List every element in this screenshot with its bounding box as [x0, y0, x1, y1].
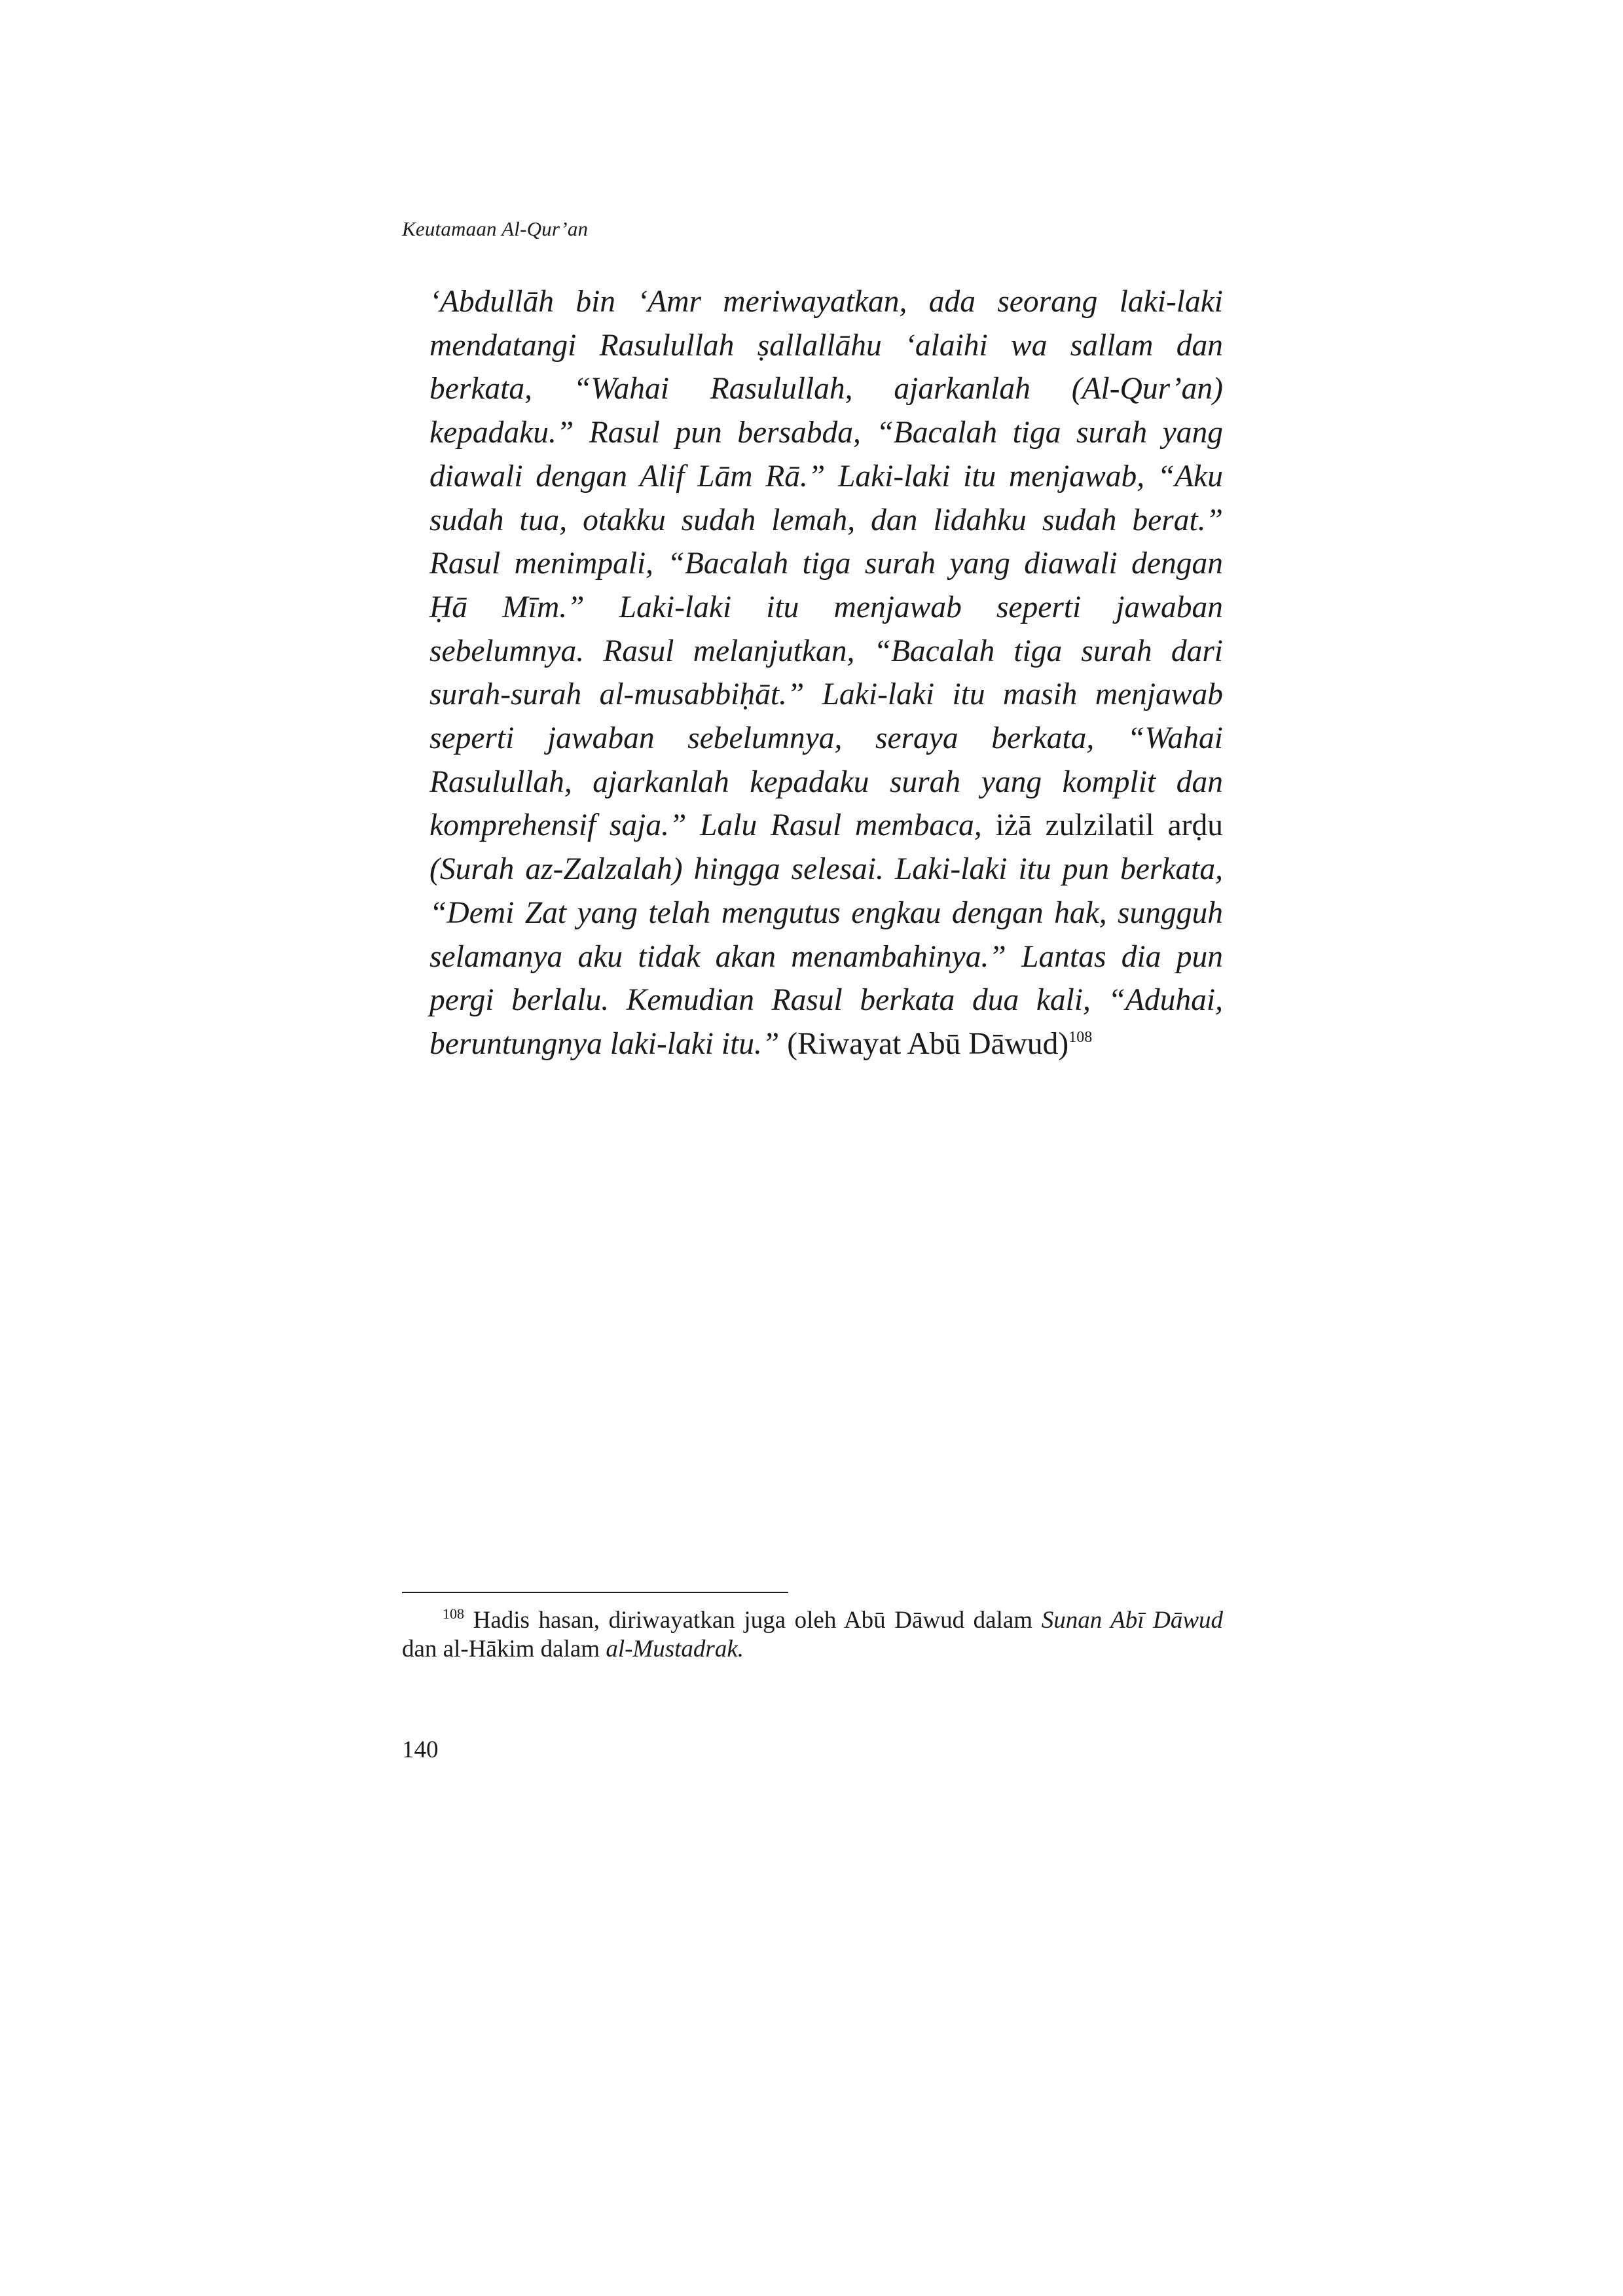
- quran-verse: iżā zulzilatil arḍu: [995, 808, 1223, 843]
- footnote-divider: [402, 1592, 788, 1593]
- footnote-number: 108: [443, 1605, 464, 1622]
- running-header: Keutamaan Al-Qur’an: [402, 217, 589, 240]
- footnote-text-middle: dan al-Hākim dalam: [402, 1636, 600, 1662]
- hadith-paragraph: [429, 280, 1223, 1066]
- footnote: [402, 1606, 1223, 1664]
- footnote-book-title: Sunan Abī Dāwud: [1041, 1607, 1224, 1634]
- footnote-book-title-2: al-Mustadrak.: [606, 1636, 744, 1662]
- hadith-continuation: (Surah az-Zalzalah) hingga selesai. Laki-laki itu pun berkata, “Demi Zat yang telah mengutus engkau dengan hak, sungguh selamanya aku tidak akan menambahinya.” Lantas dia pun pergi berlalu. Kemudian Rasul berkata dua kali, “Aduhai, beruntungnya laki-laki itu.”: [429, 852, 1223, 1061]
- page-number: 140: [402, 1736, 439, 1763]
- footnote-reference[interactable]: 108: [1068, 1028, 1093, 1046]
- footnote-text: Hadis hasan, diriwayatkan juga oleh Abū Dāwud dalam: [473, 1607, 1033, 1634]
- hadith-narration: ‘Abdullāh bin ‘Amr meriwayatkan, ada seorang laki-laki mendatangi Rasulullah ṣallallāhu ‘alaihi wa sallam dan berkata, “Wahai Rasulullah, ajarkanlah (Al-Qur’an) kepadaku.” Rasul pun bersabda, “Bacalah tiga surah yang diawali dengan Alif Lām Rā.” Laki-laki itu menjawab, “Aku sudah tua, otakku sudah lemah, dan lidahku sudah berat.” Rasul menimpali, “Bacalah tiga surah yang diawali dengan Ḥā Mīm.” Laki-laki itu menjawab seperti jawaban sebelumnya. Rasul melanjutkan, “Bacalah tiga surah dari surah-surah al-musabbiḥāt.” Laki-laki itu masih menjawab seperti jawaban sebelumnya, seraya berkata, “Wahai Rasulullah, ajarkanlah kepadaku surah yang komplit dan komprehensif saja.” Lalu Rasul membaca,: [429, 285, 1223, 843]
- hadith-citation: (Riwayat Abū Dāwud): [787, 1026, 1069, 1061]
